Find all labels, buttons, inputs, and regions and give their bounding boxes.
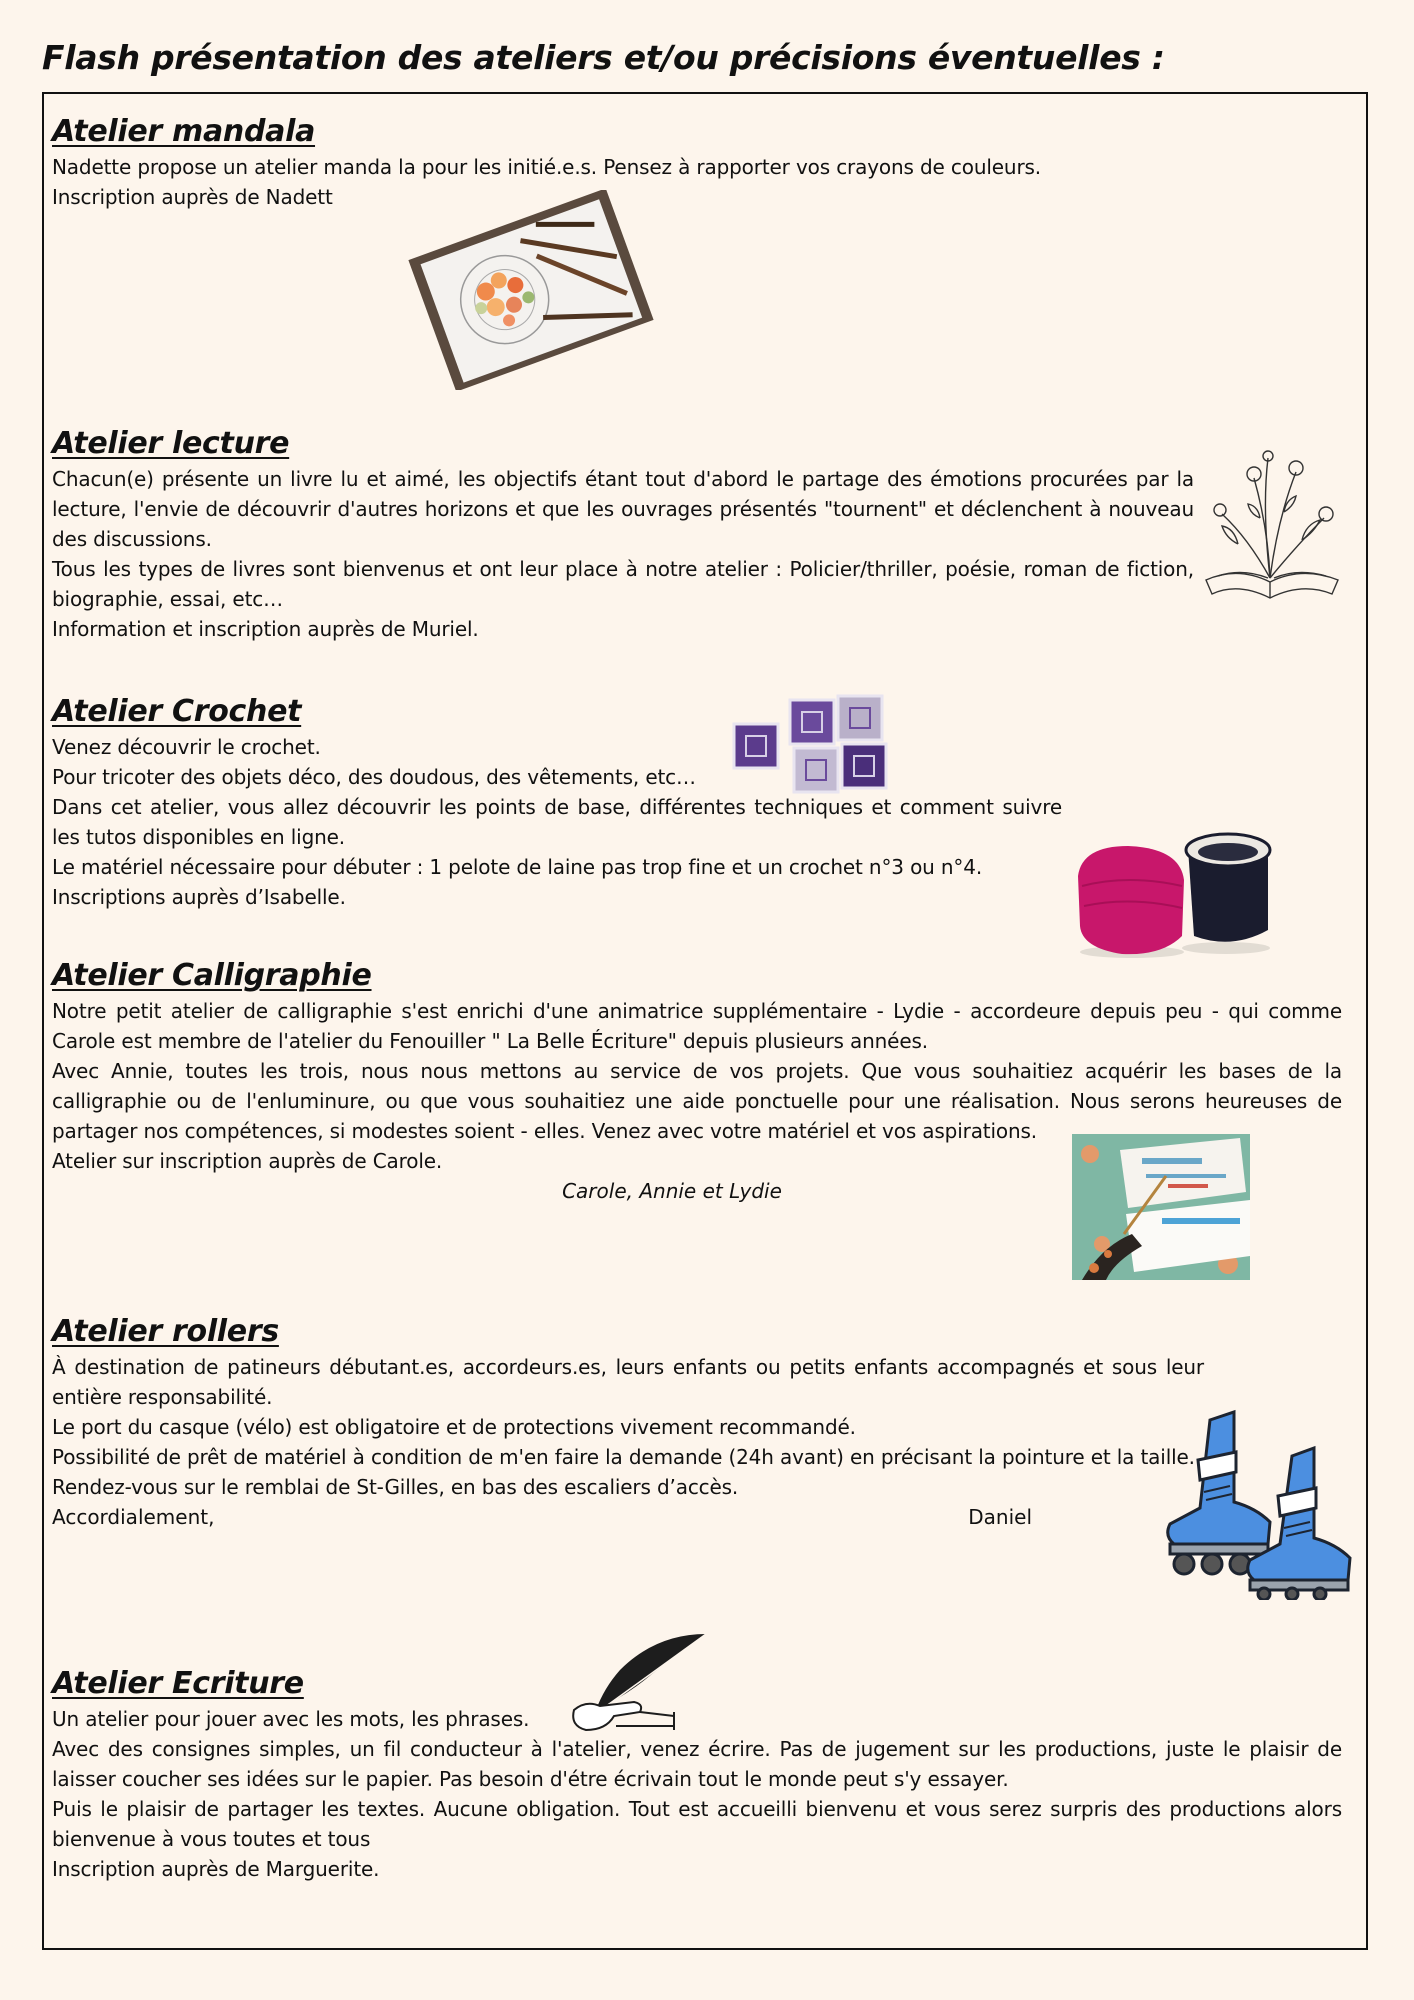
rollers-signature: Daniel bbox=[968, 1505, 1032, 1529]
rollers-heading: Atelier rollers bbox=[52, 1314, 279, 1349]
ecriture-paragraph-2: Avec des consignes simples, un fil conducteur à l'atelier, venez écrire. Pas de jugement sur les productions, juste le plaisir de laisser coucher ses idées sur le papier. Pas besoin d'étre écrivain tout le monde peut s'y essayer. bbox=[52, 1737, 1342, 1791]
section-lecture bbox=[52, 426, 1194, 644]
rollers-closing: Accordialement, bbox=[52, 1505, 215, 1529]
crochet-paragraph-3: Dans cet atelier, vous allez découvrir les points de base, différentes techniques et comment suivre les tutos disponibles en ligne. bbox=[52, 795, 1062, 849]
mandala-heading: Atelier mandala bbox=[52, 114, 316, 149]
mandala-line-2: Inscription auprès de Nadett bbox=[52, 185, 333, 209]
calligraphie-heading: Atelier Calligraphie bbox=[52, 958, 372, 993]
crochet-paragraph-2: Pour tricoter des objets déco, des doudous, des vêtements, etc… bbox=[52, 765, 696, 789]
crochet-squares-photo bbox=[730, 694, 890, 798]
lecture-paragraph-2: Tous les types de livres sont bienvenus et ont leur place à notre atelier : Policier/thriller, poésie, roman de fiction, biographie, essai, etc… bbox=[52, 557, 1194, 611]
rollers-paragraph-3: Possibilité de prêt de matériel à condition de m'en faire la demande (24h avant) en précisant la pointure et la taille. bbox=[52, 1445, 1195, 1469]
calligraphie-signature: Carole, Annie et Lydie bbox=[562, 1179, 782, 1203]
crochet-baskets-photo bbox=[1072, 826, 1278, 960]
lecture-heading: Atelier lecture bbox=[52, 426, 290, 461]
calligraphie-paragraph-2: Avec Annie, toutes les trois, nous nous mettons au service de vos projets. Que vous souhaitiez acquérir les bases de la calligraphie ou de l'enluminure, ou que vous souhaitiez une aide ponctuelle pour une réalisation. Nous serons heureuses de partager nos compétences, si modestes soient - elles. Venez avec votre matériel et vos aspirations. bbox=[52, 1059, 1342, 1143]
mandala-line-1: Nadette propose un atelier manda la pour les initié.e.s. Pensez à rapporter vos crayons de couleurs. bbox=[52, 155, 1041, 179]
lecture-paragraph-1: Chacun(e) présente un livre lu et aimé, les objectifs étant tout d'abord le partage des émotions procurées par la lecture, l'envie de découvrir d'autres horizons et que les ouvrages présentés "tournent" et déclenchent à nouveau des discussions. bbox=[52, 467, 1194, 551]
quill-hand-illustration bbox=[556, 1630, 716, 1738]
rollers-paragraph-2: Le port du casque (vélo) est obligatoire et de protections vivement recommandé. bbox=[52, 1415, 856, 1439]
page-title: Flash présentation des ateliers et/ou précisions éventuelles : bbox=[42, 38, 1165, 77]
section-crochet bbox=[52, 694, 1062, 912]
rollers-signature-line bbox=[52, 1502, 1032, 1532]
crochet-paragraph-1: Venez découvrir le crochet. bbox=[52, 735, 321, 759]
calligraphy-photo bbox=[1072, 1134, 1250, 1280]
section-rollers bbox=[52, 1314, 1204, 1532]
crochet-heading: Atelier Crochet bbox=[52, 694, 302, 729]
ecriture-heading: Atelier Ecriture bbox=[52, 1666, 304, 1701]
book-flowers-illustration bbox=[1198, 448, 1346, 604]
rollers-paragraph-1: À destination de patineurs débutant.es, accordeurs.es, leurs enfants ou petits enfants accompagnés et sous leur entière responsabilité. bbox=[52, 1355, 1204, 1409]
calligraphie-paragraph-1: Notre petit atelier de calligraphie s'est enrichi d'une animatrice supplémentaire - Lydie - accordeure depuis peu - qui comme Carole est membre de l'atelier du Fenouiller " La Belle Écriture" depuis plusieurs années. bbox=[52, 999, 1342, 1053]
rollers-paragraph-4: Rendez-vous sur le remblai de St-Gilles, en bas des escaliers d’accès. bbox=[52, 1475, 739, 1499]
lecture-paragraph-3: Information et inscription auprès de Muriel. bbox=[52, 617, 479, 641]
crochet-paragraph-5: Inscriptions auprès d’Isabelle. bbox=[52, 885, 346, 909]
ecriture-paragraph-1: Un atelier pour jouer avec les mots, les phrases. bbox=[52, 1707, 530, 1731]
ecriture-paragraph-3: Puis le plaisir de partager les textes. Aucune obligation. Tout est accueilli bienvenu et vous serez surpris des productions alors bienvenue à vous toutes et tous bbox=[52, 1797, 1342, 1851]
ecriture-paragraph-4: Inscription auprès de Marguerite. bbox=[52, 1857, 380, 1881]
section-mandala bbox=[52, 114, 1342, 212]
rollers-illustration bbox=[1160, 1404, 1366, 1600]
calligraphie-paragraph-3: Atelier sur inscription auprès de Carole. bbox=[52, 1149, 443, 1173]
crochet-paragraph-4: Le matériel nécessaire pour débuter : 1 pelote de laine pas trop fine et un crochet n°3 ou n°4. bbox=[52, 855, 983, 879]
mandala-drawing-photo bbox=[408, 190, 654, 390]
